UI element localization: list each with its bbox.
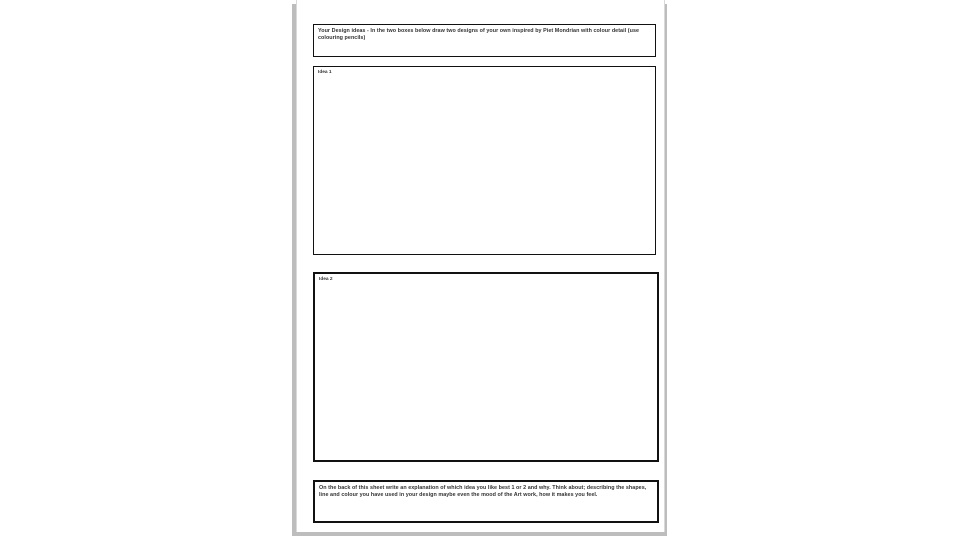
instructions-text: Your Design ideas - In the two boxes below draw two designs of your own inspired by Piet Mondrian with colour detail (use colouring pencils): [318, 28, 640, 42]
idea-1-label: Idea 1: [318, 70, 332, 75]
explanation-instructions-box: [313, 480, 659, 523]
idea-2-label: Idea 2: [319, 277, 333, 282]
idea-1-drawing-box: [313, 66, 656, 255]
explanation-instructions-text: On the back of this sheet write an explanation of which idea you like best 1 or 2 and why. Think about; describing the shapes, line and colour you have used in your design maybe even the mood of the Art work, how it makes you feel.: [319, 485, 647, 499]
worksheet-page: [296, 0, 665, 532]
instructions-box: [313, 24, 656, 57]
idea-2-drawing-box: [313, 272, 659, 462]
